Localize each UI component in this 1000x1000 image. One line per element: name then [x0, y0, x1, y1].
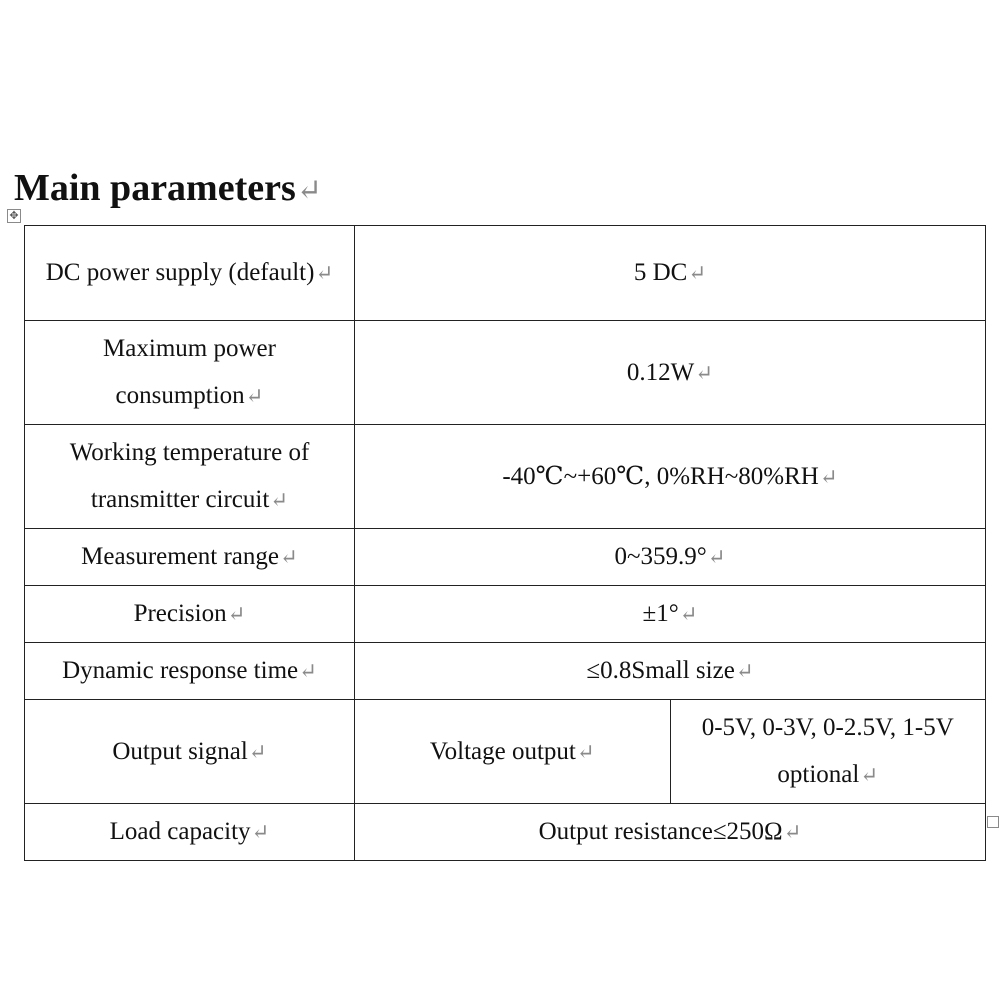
paragraph-mark-icon: ↵ [679, 602, 698, 626]
parameters-table [24, 225, 986, 861]
table-move-handle-icon[interactable]: ✥ [7, 209, 21, 223]
title-text: Main parameters [14, 167, 296, 209]
paragraph-mark-icon: ↵ [695, 360, 714, 385]
page-title [14, 162, 322, 217]
paragraph-mark-icon: ↵ [245, 384, 264, 408]
param-label-cell [25, 804, 355, 861]
param-label-cell [25, 425, 355, 529]
param-value: 0.12W [626, 358, 695, 386]
paragraph-mark-icon: ↵ [248, 739, 267, 764]
param-label-cell [25, 321, 355, 425]
paragraph-mark-icon: ↵ [296, 174, 322, 207]
param-label-cell [25, 529, 355, 586]
table-resize-handle-icon[interactable] [987, 816, 999, 828]
paragraph-mark-icon: ↵ [860, 763, 879, 787]
param-label: Working temperature of transmitter circuit [69, 439, 310, 513]
paragraph-mark-icon: ↵ [251, 820, 270, 844]
param-label: Precision [133, 600, 227, 627]
table-row [25, 643, 986, 700]
param-value: 5 DC [633, 259, 688, 286]
table-row [25, 586, 986, 643]
paragraph-mark-icon: ↵ [707, 545, 726, 569]
param-value: ±1° [642, 600, 679, 627]
param-value-cell [355, 321, 986, 425]
paragraph-mark-icon: ↵ [576, 739, 595, 764]
paragraph-mark-icon: ↵ [227, 602, 246, 626]
paragraph-mark-icon: ↵ [280, 545, 298, 569]
table-row [25, 804, 986, 861]
paragraph-mark-icon: ↵ [783, 820, 802, 844]
param-value: ≤0.8Small size [586, 657, 735, 684]
table-row [25, 425, 986, 529]
param-value: Output resistance≤250Ω [538, 818, 783, 845]
param-value-cell [355, 425, 986, 529]
paragraph-mark-icon: ↵ [315, 261, 334, 285]
param-value-cell [670, 700, 986, 804]
param-value-cell [355, 643, 986, 700]
param-label: DC power supply (default) [45, 259, 315, 286]
param-value-cell [355, 804, 986, 861]
param-label-cell [25, 700, 355, 804]
param-label: Load capacity [109, 818, 251, 845]
param-label: Measurement range [81, 543, 279, 570]
param-label: Dynamic response time [62, 657, 299, 684]
param-label-cell [25, 643, 355, 700]
param-value-cell [355, 586, 986, 643]
table-row [25, 529, 986, 586]
paragraph-mark-icon: ↵ [735, 659, 754, 683]
paragraph-mark-icon: ↵ [819, 464, 838, 489]
param-sublabel-cell [355, 700, 671, 804]
param-sublabel: Voltage output [429, 737, 576, 765]
paragraph-mark-icon: ↵ [688, 261, 707, 285]
param-value: 0-5V, 0-3V, 0-2.5V, 1-5V optional [701, 714, 954, 788]
param-value: -40℃~+60℃, 0%RH~80%RH [502, 462, 819, 490]
param-label-cell [25, 226, 355, 321]
param-value-cell [355, 529, 986, 586]
table-row [25, 700, 986, 804]
param-label: Maximum power consumption [103, 335, 276, 409]
table-row [25, 321, 986, 425]
param-label: Output signal [112, 737, 248, 765]
paragraph-mark-icon: ↵ [270, 488, 289, 512]
table-row [25, 226, 986, 321]
paragraph-mark-icon: ↵ [299, 659, 317, 683]
param-label-cell [25, 586, 355, 643]
param-value: 0~359.9° [614, 543, 707, 570]
param-value-cell [355, 226, 986, 321]
